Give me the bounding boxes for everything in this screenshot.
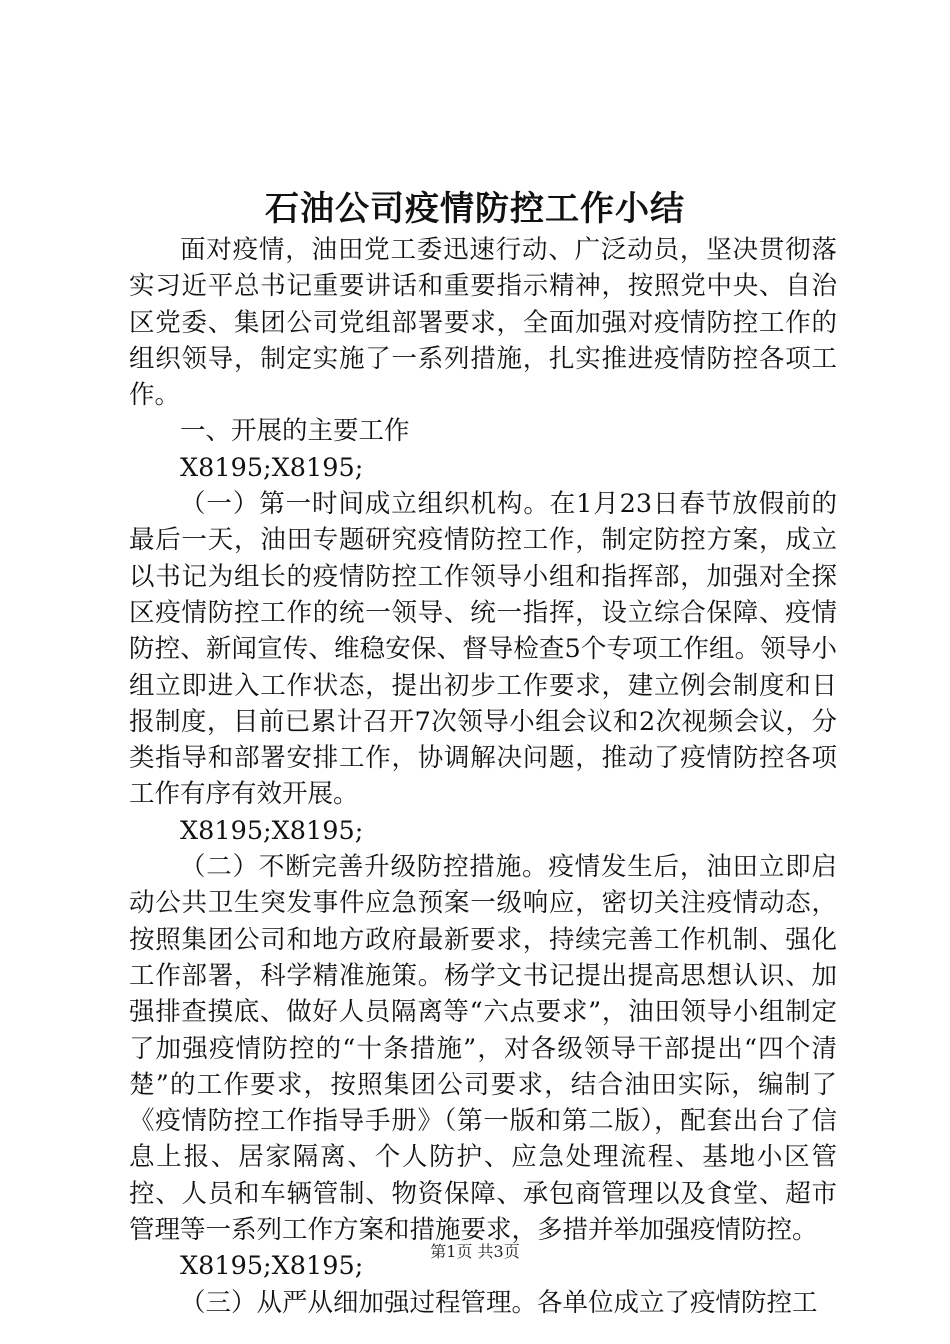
paragraph-item-1: （一）第一时间成立组织机构。在1月23日春节放假前的最后一天，油田专题研究疫情防控工作，制定防控方案，成立以书记为组长的疫情防控工作领导小组和指挥部，加强对全探区疫情防控工作的统一领导、统一指挥，设立综合保障、疫情防控、新闻宣传、维稳安保、督导检查5个专项工作组。领导小组立即进入工作状态，提出初步工作要求，建立例会制度和日报制度，目前已累计召开7次领导小组会议和2次视频会议，分类指导和部署安排工作，协调解决问题，推动了疫情防控各项工作有序有效开展。 — [129, 489, 837, 810]
document-title: 石油公司疫情防控工作小结 — [265, 189, 685, 229]
placeholder-line: X8195;X8195; — [180, 1251, 364, 1282]
paragraph-item-2: （二）不断完善升级防控措施。疫情发生后，油田立即启动公共卫生突发事件应急预案一级响应，密切关注疫情动态，按照集团公司和地方政府最新要求，持续完善工作机制、强化工作部署，科学精准施策。杨学文书记提出提高思想认识、加强排查摸底、做好人员隔离等“六点要求”，油田领导小组制定了加强疫情防控的“十条措施”，对各级领导干部提出“四个清楚”的工作要求，按照集团公司要求，结合油田实际，编制了《疫情防控工作指导手册》（第一版和第二版），配套出台了信息上报、居家隔离、个人防护、应急处理流程、基地小区管控、人员和车辆管制、物资保障、承包商管理以及食堂、超市管理等一系列工作方案和措施要求，多措并举加强疫情防控。 — [129, 852, 837, 1246]
section-heading: 一、开展的主要工作 — [180, 416, 410, 447]
placeholder-line: X8195;X8195; — [180, 452, 364, 483]
page-footer: 第1页 共3页 — [430, 1242, 520, 1261]
intro-paragraph: 面对疫情，油田党工委迅速行动、广泛动员，坚决贯彻落实习近平总书记重要讲话和重要指示精神，按照党中央、自治区党委、集团公司党组部署要求，全面加强对疫情防控工作的组织领导，制定实施了一系列措施，扎实推进疫情防控各项工作。 — [129, 235, 837, 411]
placeholder-line: X8195;X8195; — [180, 815, 364, 846]
paragraph-item-3: （三）从严从细加强过程管理。各单位成立了疫情防控工 — [180, 1287, 818, 1318]
document-body — [129, 232, 837, 1321]
